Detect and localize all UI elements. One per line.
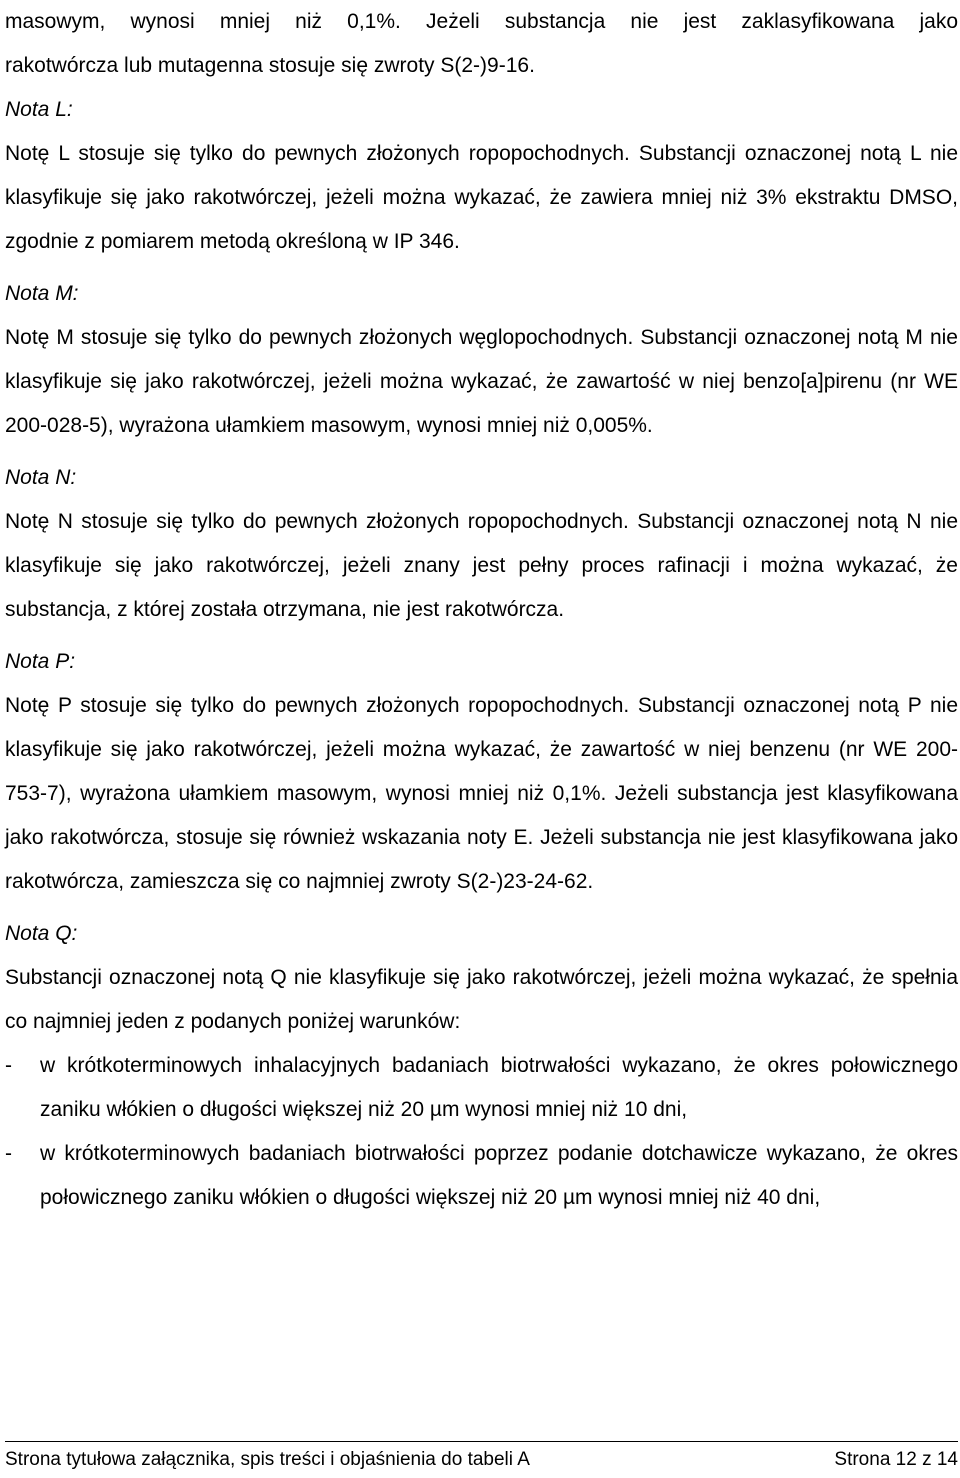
intro-line-1: masowym, wynosi mniej niż 0,1%. Jeżeli substancja nie jest zaklasyfikowana jako <box>5 10 958 33</box>
note-l <box>5 88 958 264</box>
note-paragraph-text: Notę M stosuje się tylko do pewnych złożonych węglopochodnych. Substancji oznaczonej notą M nie klasyfikuje się jako rakotwórczej, jeżeli można wykazać, że zawartość w niej benzo[a]pirenu (nr WE 200-028-5), wyrażona ułamkiem masowym, wynosi mniej niż 0,005%. <box>5 326 958 437</box>
note-title: Nota P: <box>5 650 76 673</box>
note-paragraph: Notę N stosuje się tylko do pewnych złożonych ropopochodnych. Substancji oznaczonej notą N nie klasyfikuje się jako rakotwórczej, jeżeli znany jest pełny proces rafinacji i można wykazać, że substancja, z której została otrzymana, nie jest rakotwórcza. <box>5 510 958 621</box>
note-title: Nota M: <box>5 282 79 305</box>
document-page <box>5 0 958 1220</box>
note-title: Nota Q: <box>5 922 78 945</box>
list-item <box>5 1044 958 1132</box>
intro-line-2: rakotwórcza lub mutagenna stosuje się zwroty S(2-)9-16. <box>5 54 535 77</box>
note-p <box>5 640 958 904</box>
note-paragraph: Substancji oznaczonej notą Q nie klasyfikuje się jako rakotwórczej, jeżeli można wykazać, że spełnia co najmniej jeden z podanych poniżej warunków: <box>5 966 958 1033</box>
list-item <box>5 1132 958 1220</box>
page-footer <box>5 1441 958 1478</box>
list-item-text: w krótkoterminowych badaniach biotrwałości poprzez podanie dotchawicze wykazano, że okres połowicznego zaniku włókien o długości większej niż 20 µm wynosi mniej niż 40 dni, <box>40 1142 958 1209</box>
note-m <box>5 272 958 448</box>
note-paragraph: Notę L stosuje się tylko do pewnych złożonych ropopochodnych. Substancji oznaczonej notą L nie klasyfikuje się jako rakotwórczej, jeżeli można wykazać, że zawiera mniej niż 3% ekstraktu DMSO, zgodnie z pomiarem metodą określoną w IP 346. <box>5 142 958 253</box>
note-n <box>5 456 958 632</box>
note-paragraph <box>5 316 958 448</box>
conditions-list <box>5 1044 958 1220</box>
note-q <box>5 912 958 1220</box>
list-dash: - <box>5 1054 12 1077</box>
note-title: Nota L: <box>5 98 73 121</box>
intro-paragraph <box>5 0 958 88</box>
footer-title: Strona tytułowa załącznika, spis treści i objaśnienia do tabeli A <box>5 1449 530 1470</box>
list-item-text: w krótkoterminowych inhalacyjnych badaniach biotrwałości wykazano, że okres połowicznego zaniku włókien o długości większej niż 20 µm wynosi mniej niż 10 dni, <box>40 1054 958 1121</box>
list-dash: - <box>5 1142 12 1165</box>
note-paragraph: Notę P stosuje się tylko do pewnych złożonych ropopochodnych. Substancji oznaczonej notą P nie klasyfikuje się jako rakotwórczej, jeżeli można wykazać, że zawartość w niej benzenu (nr WE 200-753-7), wyrażona ułamkiem masowym, wynosi mniej niż 0,1%. Jeżeli substancja jest klasyfikowana jako rakotwórcza, stosuje się również wskazania noty E. Jeżeli substancja nie jest klasyfikowana jako rakotwórcza, zamieszcza się co najmniej zwroty S(2-)23-24-62. <box>5 694 958 893</box>
page-number: Strona 12 z 14 <box>834 1449 958 1470</box>
note-title: Nota N: <box>5 466 77 489</box>
